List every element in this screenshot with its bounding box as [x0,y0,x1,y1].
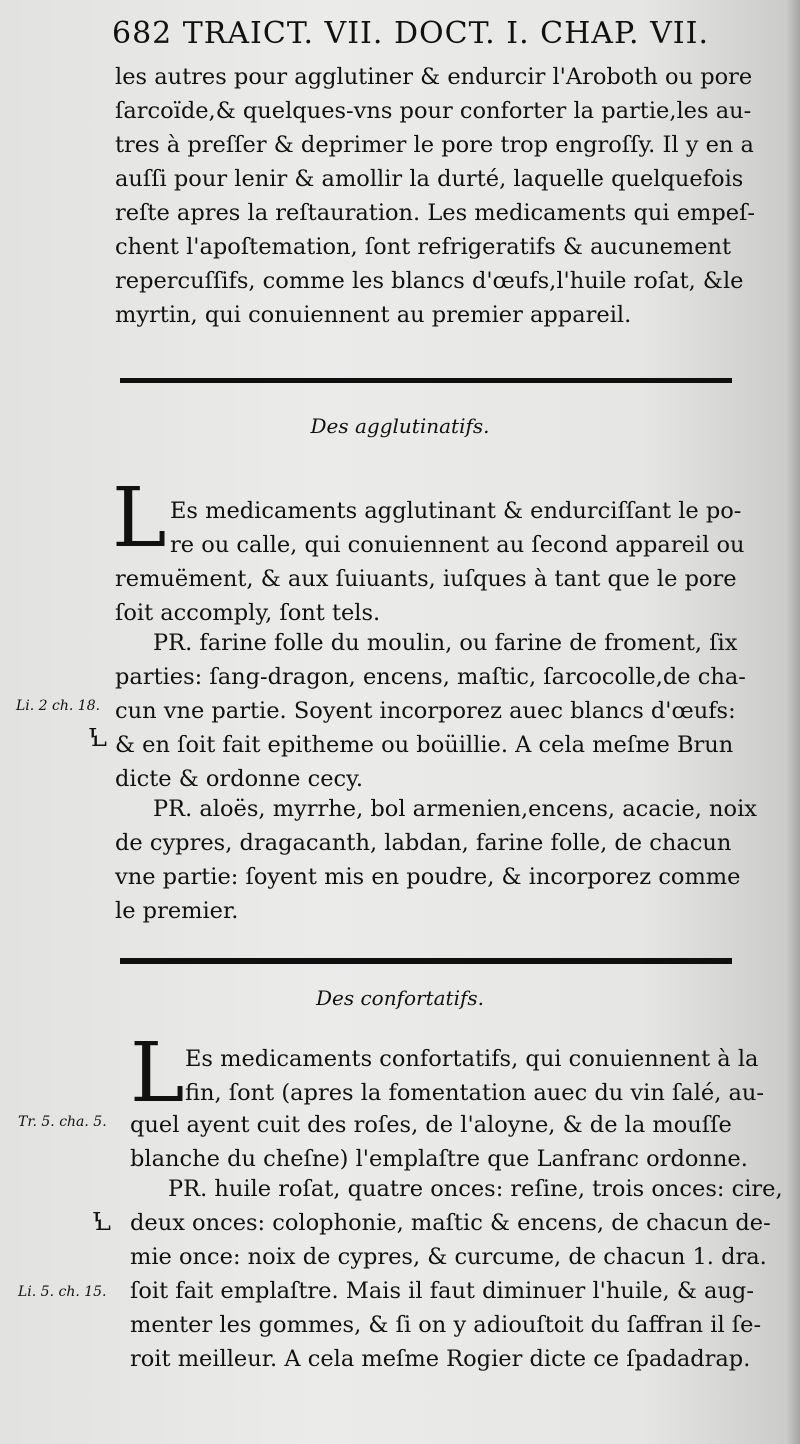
text-line: deux onces: colophonie, maſtic & encens, de chacun de- [130,1210,771,1236]
section1-para3 [115,792,757,928]
running-header: 682 TRAICT. VII. DOCT. I. CHAP. VII. [112,16,710,51]
text-line: de cypres, dragacanth, labdan, farine folle, de chacun [115,830,732,856]
section2-para1-rest [130,1108,748,1176]
text-line: roit meilleur. A cela meſme Rogier dicte ce ſpadadrap. [130,1346,751,1372]
text-line: blanche du cheſne) l'emplaſtre que Lanfranc ordonne. [130,1146,748,1172]
margin-reference: Li. 5. ch. 15. [18,1284,107,1300]
section2-para1-lines12 [185,1042,765,1110]
section-divider [120,958,732,964]
text-line: tres à preſſer & deprimer le pore trop engroſſy. Il y en a [115,132,754,158]
drop-cap: L [130,1026,185,1121]
text-line: parties: ſang-dragon, encens, maſtic, ſarcocolle,de cha- [115,664,746,690]
text-line: quel ayent cuit des roſes, de l'aloyne, & de la mouſſe [130,1112,732,1138]
margin-reference: Tr. 5. cha. 5. [18,1114,107,1130]
text-line: fin, ſont (apres la fomentation auec du vin ſalé, au- [185,1080,765,1106]
text-line: auſſi pour lenir & amollir la durté, laquelle quelquefois [115,166,744,192]
text-line: & en ſoit fait epitheme ou boüillie. A cela meſme Brun [115,732,734,758]
text-line: re ou calle, qui conuiennent au ſecond appareil ou [170,532,745,558]
text-line: PR. aloës, myrrhe, bol armenien,encens, acacie, noix [153,796,757,822]
text-line: Es medicaments agglutinant & endurciſſant le po- [170,498,742,524]
text-line: remuëment, & aux ſuiuants, iuſques à tant que le pore [115,566,737,592]
text-line: vne partie: ſoyent mis en poudre, & incorporez comme [115,864,741,890]
drop-cap: L [112,471,167,566]
text-line: ſarcoïde,& quelques-vns pour conforter la partie,les au- [115,98,752,124]
text-line: ſoit fait emplaſtre. Mais il faut diminuer l'huile, & aug- [130,1278,754,1304]
text-line: mie once: noix de cypres, & curcume, de chacun 1. dra. [130,1244,767,1270]
text-line: Es medicaments confortatifs, qui conuiennent à la [185,1046,759,1072]
margin-reference: Li. 2 ch. 18. [16,698,101,714]
text-line: reſte apres la reſtauration. Les medicaments qui empeſ- [115,200,755,226]
page-gutter-shadow [786,0,800,1444]
section1-para1-lines12 [170,494,745,562]
section-heading-confortatifs: Des confortatifs. [315,986,485,1010]
text-line: PR. huile roſat, quatre onces: reſine, trois onces: cire, [168,1176,783,1202]
text-line: chent l'apoſtemation, ſont refrigeratifs & aucunement [115,234,732,260]
margin-symbol-icon: Ꝇ [88,724,107,752]
top-paragraph [115,60,755,332]
section-divider [120,378,732,383]
text-line: repercuſſifs, comme les blancs d'œufs,l'huile roſat, &le [115,268,744,294]
margin-symbol-icon: Ꝇ [92,1208,111,1236]
text-line: PR. farine folle du moulin, ou farine de froment, ſix [153,630,738,656]
text-line: le premier. [115,898,239,924]
text-line: les autres pour agglutiner & endurcir l'Aroboth ou pore [115,64,753,90]
text-line: dicte & ordonne cecy. [115,766,363,792]
text-line: ſoit accomply, ſont tels. [115,600,381,626]
section2-para2 [130,1172,783,1376]
text-line: myrtin, qui conuiennent au premier appareil. [115,302,632,328]
text-line: menter les gommes, & ſi on y adiouſtoit du ſaffran il ſe- [130,1312,762,1338]
section1-para1-rest [115,562,745,630]
section-heading-agglutinatifs: Des agglutinatifs. [310,414,490,438]
text-line: cun vne partie. Soyent incorporez auec blancs d'œufs: [115,698,736,724]
section1-para2 [115,626,745,796]
